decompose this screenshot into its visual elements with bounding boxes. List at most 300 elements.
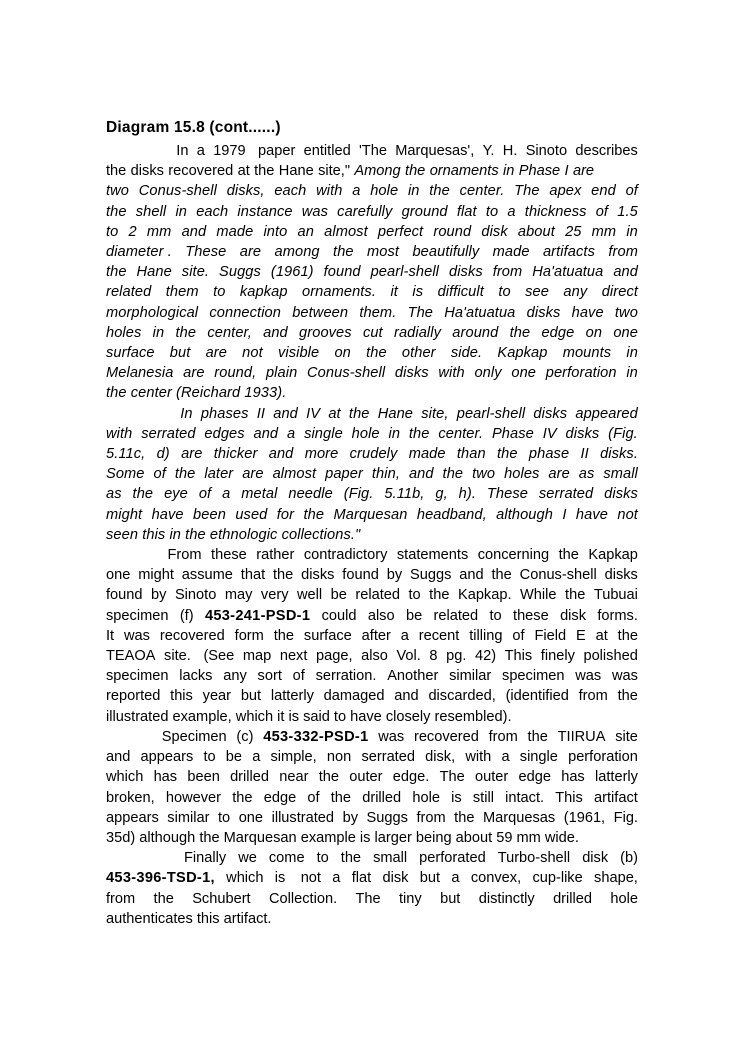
word: the center (Reichard 1933). xyxy=(106,385,287,402)
word: (f) xyxy=(179,607,194,624)
word: site. xyxy=(164,648,191,665)
word: Suggs xyxy=(219,264,261,281)
text-line xyxy=(106,666,638,686)
catalog-number: 453-332-PSD-1 xyxy=(263,728,369,745)
word: radially xyxy=(393,324,442,341)
word: to xyxy=(485,203,499,220)
word: Turbo-shell xyxy=(497,850,571,867)
word: (b) xyxy=(620,850,638,867)
word: drilled xyxy=(362,789,402,806)
word: are xyxy=(548,466,570,483)
word: the xyxy=(454,809,475,826)
word: a xyxy=(332,870,341,887)
word: hole xyxy=(370,183,399,200)
word: with xyxy=(438,365,465,382)
word: in xyxy=(626,365,638,382)
word: the xyxy=(509,324,531,341)
word: might xyxy=(106,506,143,523)
word: side. xyxy=(450,345,483,362)
word: edges xyxy=(204,425,245,442)
word: the xyxy=(318,769,340,786)
word: ornaments xyxy=(429,163,499,180)
word: found xyxy=(342,567,379,584)
word: and xyxy=(408,466,434,483)
word: ground xyxy=(401,203,448,220)
word: The xyxy=(407,304,434,321)
word: was xyxy=(575,668,602,685)
word: paper xyxy=(253,143,296,159)
word: II xyxy=(256,405,266,422)
word: mm xyxy=(146,223,172,240)
text-line xyxy=(106,828,638,848)
word: to xyxy=(408,587,421,604)
word: convex, xyxy=(470,870,522,887)
word: drilled xyxy=(553,890,592,907)
word: has xyxy=(561,769,585,786)
text-column xyxy=(106,118,638,929)
text-line xyxy=(106,141,638,161)
word: simple, xyxy=(270,749,317,766)
word: Suggs xyxy=(410,567,452,584)
word: paper xyxy=(325,466,363,483)
word: in xyxy=(503,163,515,180)
word: found xyxy=(106,587,143,604)
word: a xyxy=(222,486,231,503)
word: disks. xyxy=(600,446,638,463)
word: only xyxy=(474,365,502,382)
word: 5.11b, xyxy=(384,486,425,503)
word: edge xyxy=(263,789,297,806)
word: with xyxy=(106,425,133,442)
word: edge xyxy=(541,324,575,341)
word: tiny xyxy=(399,890,422,907)
word: the xyxy=(273,627,295,644)
word: to xyxy=(489,607,502,624)
word: Sinoto xyxy=(525,143,568,159)
word: year xyxy=(202,688,232,705)
word: center. xyxy=(438,425,484,442)
word: pg. xyxy=(446,648,467,665)
word: was xyxy=(124,627,150,644)
word: the xyxy=(565,587,586,604)
word: but xyxy=(169,345,191,362)
word: the xyxy=(232,789,253,806)
word: apex xyxy=(549,183,582,200)
word: round, xyxy=(214,365,257,382)
word: 1.5 xyxy=(617,203,638,220)
word: Kapkap xyxy=(588,547,638,564)
paragraph-body-two xyxy=(106,727,638,848)
word: seen this in the ethnologic collections." xyxy=(106,526,361,543)
word: each xyxy=(274,183,307,200)
word: 1979 xyxy=(213,143,246,159)
word: Conus-shell xyxy=(307,365,386,382)
word: about xyxy=(517,223,555,240)
word: disks xyxy=(301,567,335,584)
word: thickness xyxy=(524,203,587,220)
word: of xyxy=(292,668,305,685)
word: These xyxy=(486,486,528,503)
word: the xyxy=(617,688,638,705)
word: site," xyxy=(318,163,351,180)
word: This xyxy=(555,789,583,806)
word: instance xyxy=(237,203,293,220)
word: distinctly xyxy=(478,890,535,907)
word: the xyxy=(132,486,154,503)
word: Hane xyxy=(136,264,172,281)
word: of xyxy=(307,789,320,806)
word: of xyxy=(198,486,212,503)
word: latterly xyxy=(594,769,638,786)
word: of xyxy=(595,203,609,220)
word: outer xyxy=(349,769,383,786)
word: map xyxy=(242,648,272,665)
word: with xyxy=(316,183,343,200)
word: see xyxy=(525,284,549,301)
word: is xyxy=(412,284,424,301)
word: serrated xyxy=(361,749,415,766)
word: to xyxy=(106,223,119,240)
word: a xyxy=(196,143,205,159)
word: the xyxy=(330,789,352,806)
word: a xyxy=(507,203,516,220)
word: disks xyxy=(394,365,429,382)
word: Tubuai xyxy=(593,587,638,604)
word: forms. xyxy=(597,607,638,624)
word: grooves xyxy=(299,324,352,341)
word: as xyxy=(106,486,122,503)
word: than xyxy=(456,446,486,463)
word: similar xyxy=(167,809,210,826)
word: 8 xyxy=(429,648,438,665)
word: Melanesia xyxy=(106,365,174,382)
word: Specimen xyxy=(161,728,227,745)
word: and xyxy=(181,223,207,240)
text-line xyxy=(106,686,638,706)
word: of xyxy=(153,466,166,483)
word: g, xyxy=(435,486,448,503)
paragraph-body-one xyxy=(106,545,638,727)
text-line xyxy=(106,646,638,666)
word: 42) xyxy=(474,648,497,665)
word: connection xyxy=(209,304,281,321)
word: mounts xyxy=(562,345,612,362)
text-line xyxy=(106,363,638,383)
word: the xyxy=(429,183,450,200)
paragraph-quote-two xyxy=(106,404,638,545)
word: II xyxy=(580,446,589,463)
word: IV xyxy=(542,425,557,442)
word: direct xyxy=(601,284,638,301)
word: concerning xyxy=(477,547,550,564)
word: surface xyxy=(106,345,155,362)
word: end xyxy=(591,183,616,200)
word: two xyxy=(106,183,130,200)
word: perforation xyxy=(545,365,617,382)
word: made xyxy=(216,223,254,240)
word: thicker xyxy=(213,446,258,463)
word: have xyxy=(571,304,604,321)
word: made xyxy=(408,446,446,463)
word: later xyxy=(204,466,234,483)
text-line xyxy=(106,868,638,888)
word: holes xyxy=(504,466,540,483)
text-line xyxy=(106,525,638,545)
word: although xyxy=(496,506,553,523)
word: from xyxy=(416,809,446,826)
word: site. xyxy=(181,264,210,281)
word: flat xyxy=(456,203,477,220)
word: was xyxy=(611,668,638,685)
word: (1961) xyxy=(270,264,314,281)
word: are xyxy=(205,345,227,362)
word: be xyxy=(225,749,243,766)
word: h). xyxy=(458,486,476,503)
word: disks xyxy=(448,264,483,281)
text-line xyxy=(106,343,638,363)
word: illustrated xyxy=(271,809,335,826)
word: phase xyxy=(528,446,570,463)
word: single xyxy=(519,749,558,766)
word: these xyxy=(513,607,549,624)
word: recovered xyxy=(413,728,479,745)
word: Marquesan xyxy=(333,506,408,523)
word: 2 xyxy=(128,223,137,240)
word: statements xyxy=(396,547,469,564)
word: been xyxy=(187,769,220,786)
word: most xyxy=(367,244,400,261)
word: outer xyxy=(474,769,509,786)
word: one xyxy=(511,365,537,382)
word: also xyxy=(367,607,395,624)
word: a xyxy=(451,870,460,887)
text-line xyxy=(106,303,638,323)
word: specimen xyxy=(502,668,565,685)
word: Finally xyxy=(184,850,227,867)
word: E xyxy=(575,627,586,644)
word: however xyxy=(165,789,222,806)
word: Marquesas xyxy=(483,809,556,826)
word: but xyxy=(240,688,262,705)
text-line xyxy=(106,909,638,929)
word: any xyxy=(563,284,588,301)
text-line xyxy=(106,181,638,201)
word: morphological xyxy=(106,304,199,321)
word: in xyxy=(626,345,638,362)
word: 25 xyxy=(565,223,582,240)
word: Conus-shell xyxy=(519,567,597,584)
word: to xyxy=(213,284,226,301)
word: From xyxy=(167,547,202,564)
word: assume xyxy=(181,567,233,584)
word: disks xyxy=(565,425,600,442)
word: phases xyxy=(200,405,249,422)
word: from xyxy=(106,890,136,907)
word: Ha'atuatua xyxy=(532,264,604,281)
text-line xyxy=(106,747,638,767)
word: specimen xyxy=(106,607,169,624)
word: not xyxy=(296,870,321,887)
word: center, xyxy=(207,324,252,341)
word: The xyxy=(514,183,540,200)
word: two xyxy=(472,466,496,483)
word: still xyxy=(472,789,494,806)
word: recovered xyxy=(168,163,234,180)
word: but xyxy=(440,890,461,907)
word: a xyxy=(400,627,409,644)
word: (c) xyxy=(236,728,254,745)
word: the xyxy=(175,324,197,341)
word: shape, xyxy=(594,870,638,887)
word: Hane xyxy=(278,163,314,180)
word: Suggs xyxy=(366,809,408,826)
word: the xyxy=(442,466,464,483)
word: to xyxy=(316,850,329,867)
word: to xyxy=(498,284,511,301)
word: Phase xyxy=(491,425,534,442)
word: I xyxy=(564,163,569,180)
word: related xyxy=(355,587,400,604)
word: may xyxy=(224,587,253,604)
word: at xyxy=(328,405,341,422)
word: kapkap xyxy=(239,284,288,301)
word: crudely xyxy=(349,446,398,463)
word: difficult xyxy=(437,284,484,301)
word: Y. xyxy=(482,143,495,159)
word: pearl-shell xyxy=(370,264,440,281)
text-line xyxy=(106,505,638,525)
text-line xyxy=(106,222,638,242)
word: come xyxy=(268,850,305,867)
word: of xyxy=(625,183,638,200)
word: the xyxy=(491,567,512,584)
word: the xyxy=(429,587,450,604)
word: appears xyxy=(106,809,159,826)
word: Another xyxy=(387,668,439,685)
text-line xyxy=(106,323,638,343)
catalog-number: 453-241-PSD-1 xyxy=(204,607,311,624)
word: visible xyxy=(277,345,320,362)
word: form xyxy=(234,627,264,644)
word: a xyxy=(252,749,261,766)
word: This xyxy=(504,648,533,665)
word: mm xyxy=(591,223,617,240)
word: the xyxy=(405,163,426,180)
word: well xyxy=(297,587,323,604)
word: appeared xyxy=(575,405,638,422)
word: for xyxy=(276,506,295,523)
word: and xyxy=(273,405,298,422)
word: are xyxy=(572,163,595,180)
text-line xyxy=(106,626,638,646)
word: disk xyxy=(382,870,409,887)
word: is xyxy=(451,789,462,806)
word: a xyxy=(287,425,296,442)
word: (Fig. xyxy=(343,486,374,503)
word: from xyxy=(578,688,608,705)
word: it xyxy=(390,284,398,301)
word: disks xyxy=(604,567,638,584)
word: be xyxy=(330,587,347,604)
word: The xyxy=(355,890,381,907)
paragraph-intro xyxy=(106,141,638,181)
word: the xyxy=(273,567,294,584)
word: the xyxy=(366,345,387,362)
text-line xyxy=(106,161,638,181)
word: almost xyxy=(272,466,317,483)
word: might xyxy=(138,567,174,584)
word: among xyxy=(274,244,320,261)
word: was xyxy=(301,203,328,220)
word: by xyxy=(151,587,167,604)
text-line xyxy=(106,444,638,464)
word: that xyxy=(240,567,266,584)
word: 'The xyxy=(359,143,387,159)
word: near xyxy=(279,769,309,786)
word: center. xyxy=(459,183,505,200)
word: edge. xyxy=(392,769,430,786)
word: perforated xyxy=(419,850,486,867)
word: Marquesas', xyxy=(395,143,475,159)
word: drilled xyxy=(230,769,269,786)
word: at xyxy=(237,163,250,180)
word: by xyxy=(386,567,403,584)
word: related xyxy=(106,284,152,301)
word: disks xyxy=(533,405,568,422)
word: IV xyxy=(306,405,321,422)
word: metal xyxy=(241,486,278,503)
word: the xyxy=(333,244,354,261)
word: latterly xyxy=(270,688,314,705)
word: to xyxy=(217,809,231,826)
word: in xyxy=(152,324,165,341)
word: used xyxy=(235,506,268,523)
text-line xyxy=(106,808,638,828)
word: damaged xyxy=(323,688,385,705)
word: ornaments. xyxy=(301,284,376,301)
word: tilling xyxy=(469,627,503,644)
word: and xyxy=(106,749,131,766)
word: TIIRUA xyxy=(557,728,606,745)
word: the xyxy=(340,850,362,867)
word: Ha'atuatua xyxy=(444,304,516,321)
word: related xyxy=(433,607,479,624)
word: flat xyxy=(351,870,372,887)
word: I xyxy=(562,506,567,523)
word: the xyxy=(106,264,127,281)
word: each xyxy=(196,203,229,220)
word: are xyxy=(239,244,262,261)
text-line xyxy=(106,889,638,909)
word: at xyxy=(595,627,608,644)
word: contradictory xyxy=(303,547,388,564)
text-line xyxy=(106,585,638,605)
word: shell xyxy=(135,203,167,220)
text-line xyxy=(106,707,638,727)
word: surface xyxy=(303,627,352,644)
word: site xyxy=(615,728,638,745)
word: the xyxy=(174,466,196,483)
word: In xyxy=(180,405,193,422)
text-line xyxy=(106,727,638,747)
word: Kapkap. xyxy=(457,587,512,604)
word: artifact xyxy=(594,789,638,806)
word: by xyxy=(342,809,358,826)
word: Hane xyxy=(377,405,414,422)
word: disks xyxy=(526,304,561,321)
word: (See xyxy=(199,648,235,665)
word: hole xyxy=(351,425,380,442)
